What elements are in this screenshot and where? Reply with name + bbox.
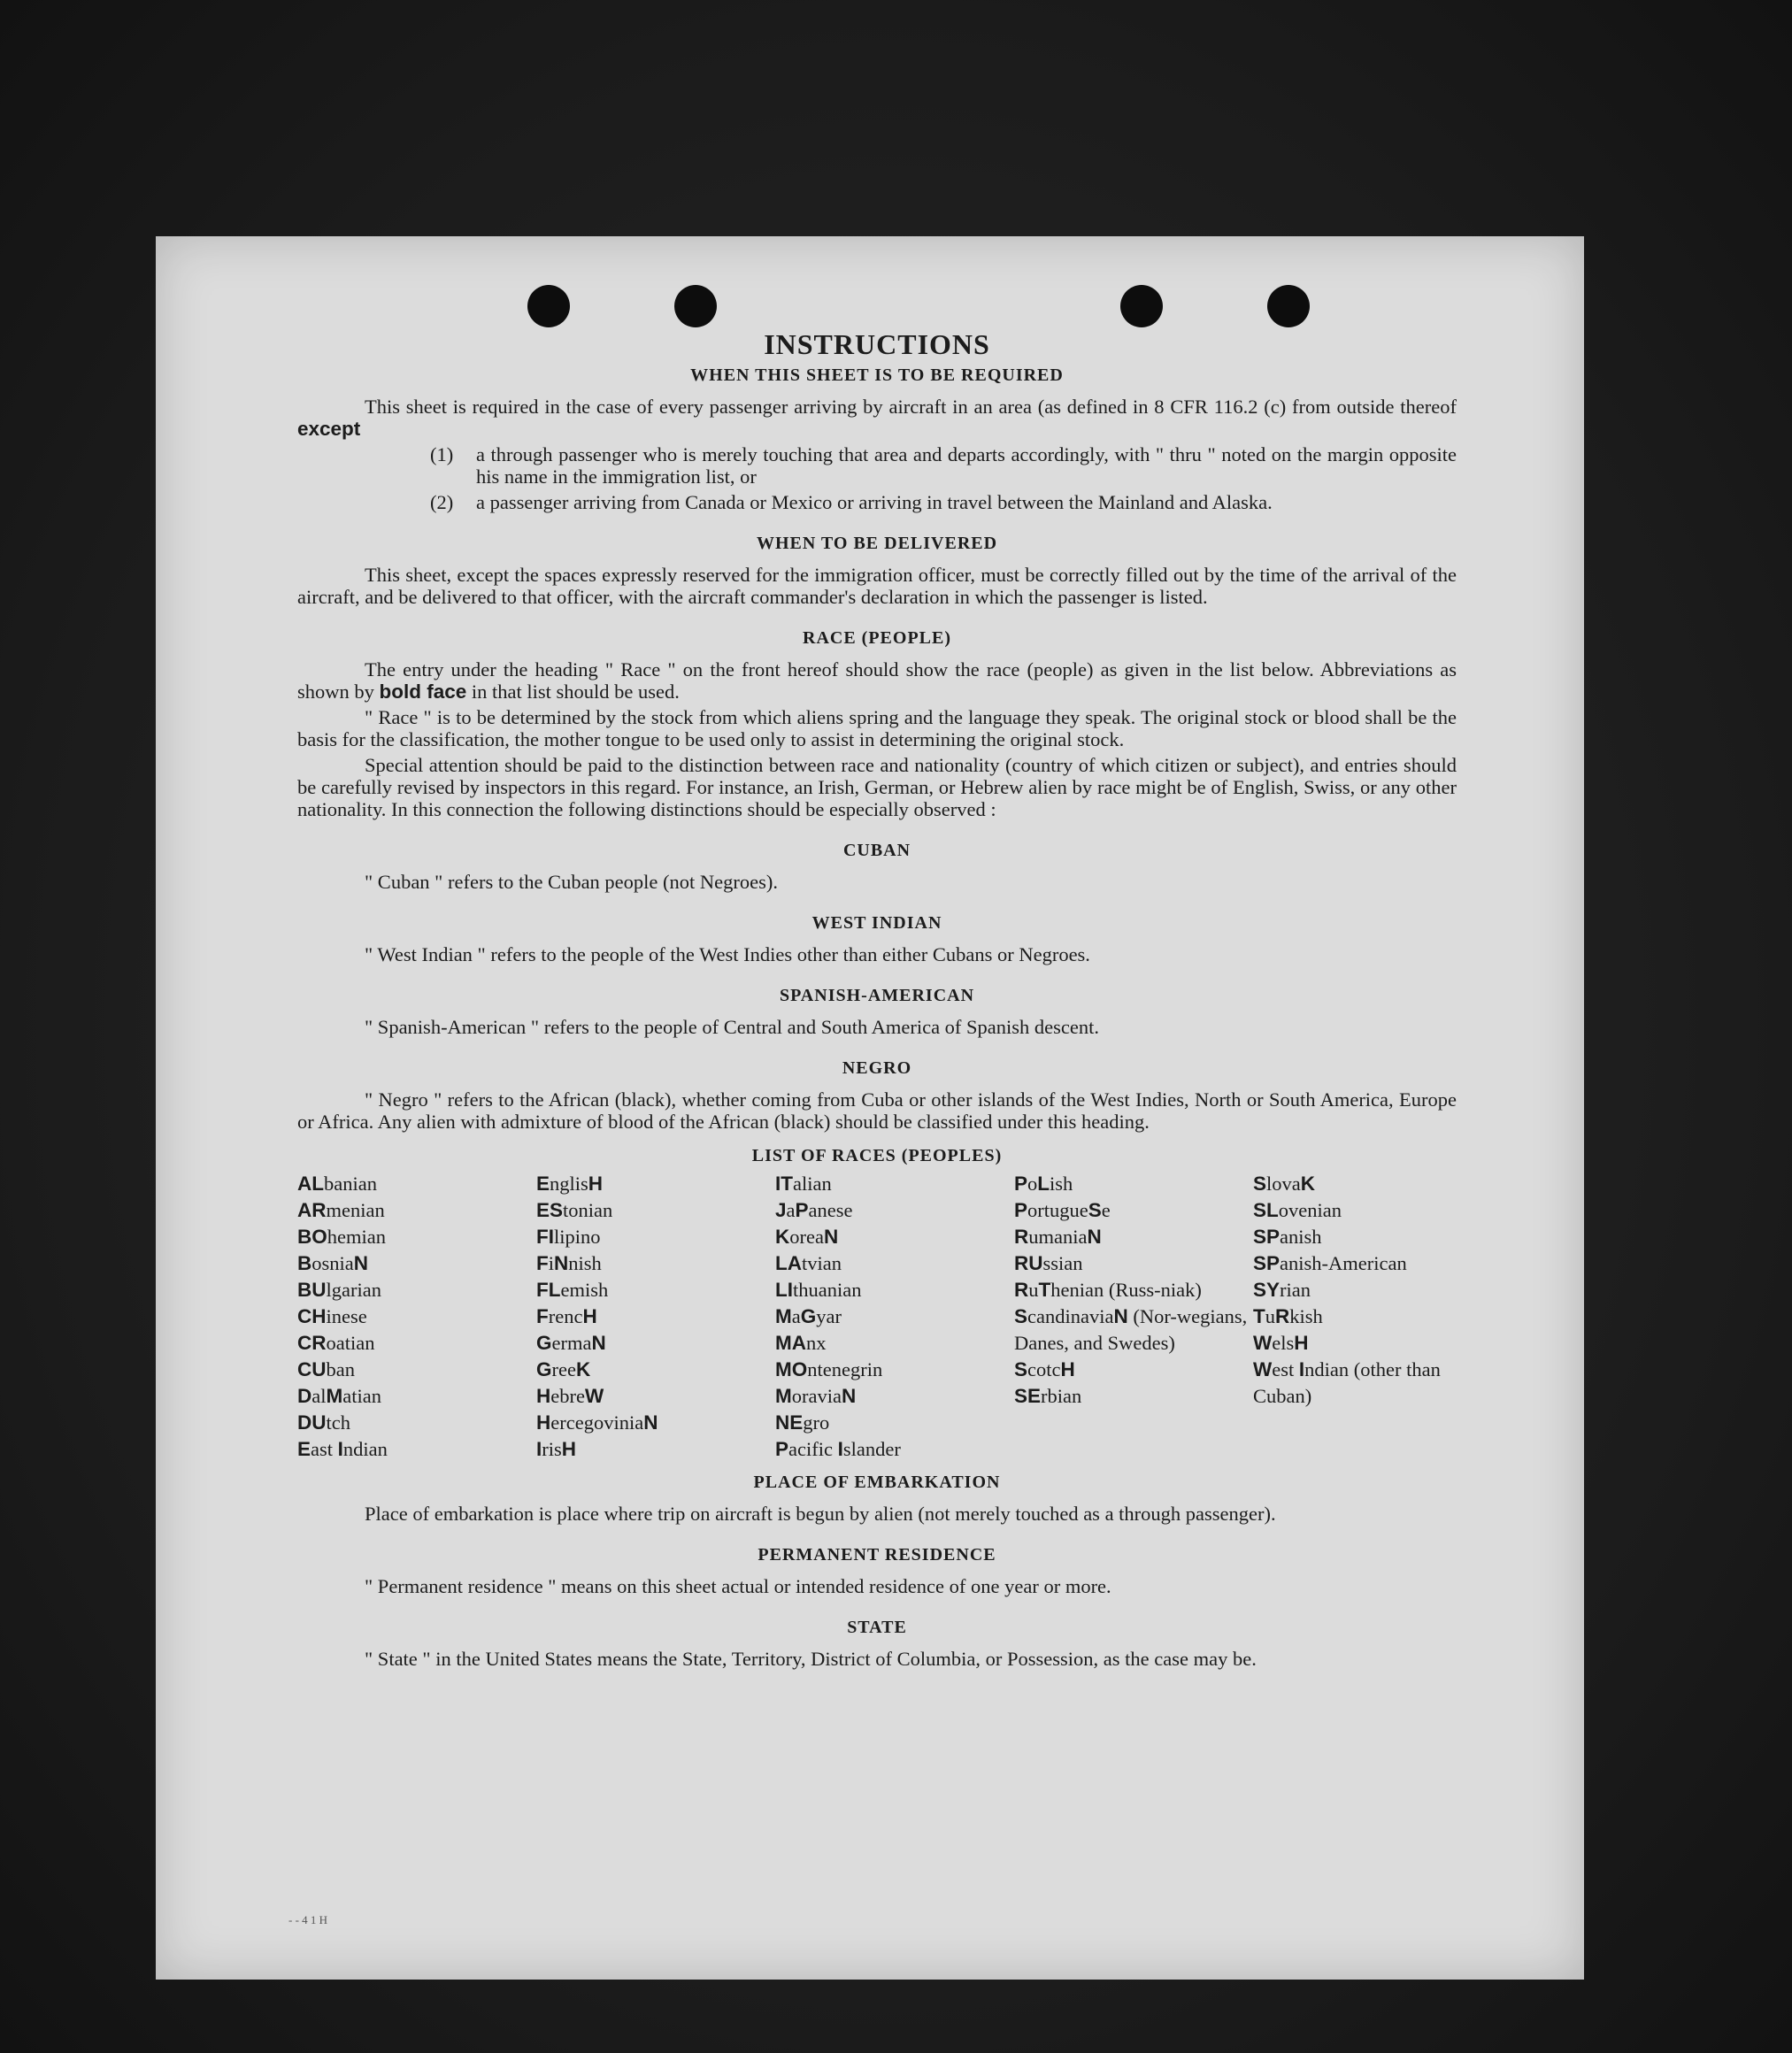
races-list <box>297 1171 1457 1463</box>
race-item: FIlipino <box>536 1226 601 1248</box>
punch-hole <box>1120 285 1163 327</box>
race-item: BOhemian <box>297 1226 386 1248</box>
section-heading-negro: NEGRO <box>842 1058 912 1078</box>
race-item: FLemish <box>536 1279 609 1301</box>
section-heading-state: STATE <box>847 1618 907 1637</box>
race-item: East Indian <box>297 1438 388 1460</box>
instructions-body <box>297 328 1457 1670</box>
race-item: SlovaK <box>1253 1173 1316 1195</box>
cuban-text: " Cuban " refers to the Cuban people (not Negroes). <box>365 871 778 893</box>
section-heading-race: RACE (PEOPLE) <box>803 628 951 648</box>
races-column <box>775 1171 1014 1463</box>
section-heading-list-of-races: LIST OF RACES (PEOPLES) <box>751 1146 1003 1165</box>
delivered-text: This sheet, except the spaces expressly reserved for the immigration officer, must be correctly filled out by the time of the arrival of the aircraft, and be delivered to that officer, with the aircraft commander's declaration in which the passenger is listed. <box>297 564 1457 608</box>
race-item: KoreaN <box>775 1226 839 1248</box>
section-heading-required: WHEN THIS SHEET IS TO BE REQUIRED <box>690 365 1064 385</box>
race-item: FrencH <box>536 1305 597 1327</box>
race-item: ScandinaviaN (Nor-wegians, Danes, and Swedes) <box>1014 1305 1248 1354</box>
state-text: " State " in the United States means the State, Territory, District of Columbia, or Possession, as the case may be. <box>365 1648 1257 1670</box>
race-item: ScotcH <box>1014 1358 1075 1380</box>
race-item: MoraviaN <box>775 1385 857 1407</box>
residence-text: " Permanent residence " means on this sheet actual or intended residence of one year or more. <box>365 1575 1111 1597</box>
film-stamp: - - 4 1 H <box>288 1913 328 1926</box>
race-item: EnglisH <box>536 1173 604 1195</box>
race-item: PortugueSe <box>1014 1199 1111 1221</box>
race-item: WelsH <box>1253 1332 1309 1354</box>
race-item: EStonian <box>536 1199 613 1221</box>
race-item: DalMatian <box>297 1385 381 1407</box>
section-heading-west-indian: WEST INDIAN <box>811 913 942 933</box>
race-item: CHinese <box>297 1305 367 1327</box>
race-item: HebreW <box>536 1385 604 1407</box>
race-item: SPanish <box>1253 1226 1322 1248</box>
race-paragraph-2: " Race " is to be determined by the stock from which aliens spring and the language they speak. The original stock or blood shall be the basis for the classification, the mother tongue to be used only to assist in determining the original stock. <box>297 706 1457 750</box>
race-item: LIthuanian <box>775 1279 862 1301</box>
required-intro-bold: except <box>297 418 361 440</box>
race-item: JaPanese <box>775 1199 853 1221</box>
punch-hole <box>674 285 717 327</box>
race-item: MaGyar <box>775 1305 842 1327</box>
exception-item: (1) a through passenger who is merely touching that area and departs accordingly, with " thru " noted on the margin opposite his name in the immigration list, or <box>430 443 1457 488</box>
section-heading-delivered: WHEN TO BE DELIVERED <box>756 534 998 553</box>
race-item: SPanish-American <box>1253 1252 1407 1274</box>
section-heading-embarkation: PLACE OF EMBARKATION <box>753 1472 1001 1492</box>
race-item: HercegoviniaN <box>536 1411 658 1434</box>
exception-item: (2) a passenger arriving from Canada or Mexico or arriving in travel between the Mainland and Alaska. <box>430 491 1273 513</box>
required-intro: This sheet is required in the case of every passenger arriving by aircraft in an area (as defined in 8 CFR 116.2 (c) from outside thereof except <box>297 396 1457 440</box>
race-item: LAtvian <box>775 1252 842 1274</box>
race-item: GreeK <box>536 1358 591 1380</box>
race-item: Pacific Islander <box>775 1438 901 1460</box>
negro-text: " Negro " refers to the African (black), whether coming from Cuba or other islands of the West Indies, North or South America, Europe or Africa. Any alien with admixture of blood of the African (black) should be classified under this heading. <box>297 1088 1457 1133</box>
race-item: SYrian <box>1253 1279 1311 1301</box>
race-item: MAnx <box>775 1332 827 1354</box>
race-item: PoLish <box>1014 1173 1073 1195</box>
section-heading-spanish-american: SPANISH-AMERICAN <box>779 986 975 1005</box>
race-item: NEgro <box>775 1411 830 1434</box>
embarkation-text: Place of embarkation is place where trip on aircraft is begun by alien (not merely touched as a through passenger). <box>365 1503 1276 1525</box>
race-item: DUtch <box>297 1411 350 1434</box>
race-item: RUssian <box>1014 1252 1083 1274</box>
section-heading-residence: PERMANENT RESIDENCE <box>758 1545 996 1565</box>
punch-hole <box>1267 285 1310 327</box>
race-item: BosniaN <box>297 1252 368 1274</box>
races-column <box>536 1171 775 1463</box>
race-item: SLovenian <box>1253 1199 1342 1221</box>
races-column <box>1014 1171 1253 1463</box>
race-item: IrisH <box>536 1438 577 1460</box>
race-item: SErbian <box>1014 1385 1082 1407</box>
race-item: TuRkish <box>1253 1305 1323 1327</box>
race-item: MOntenegrin <box>775 1358 883 1380</box>
punch-hole <box>527 285 570 327</box>
race-item: ITalian <box>775 1173 832 1195</box>
races-column <box>1253 1171 1457 1463</box>
race-item: RumaniaN <box>1014 1226 1102 1248</box>
race-item: CUban <box>297 1358 355 1380</box>
spanish-american-text: " Spanish-American " refers to the people of Central and South America of Spanish descent. <box>365 1016 1100 1038</box>
race-item: FiNnish <box>536 1252 602 1274</box>
race-item: CRoatian <box>297 1332 375 1354</box>
page-title: INSTRUCTIONS <box>764 328 990 360</box>
race-paragraph-1: The entry under the heading " Race " on the front hereof should show the race (people) as given in the list below. Abbreviations as shown by bold face in that list should be used. <box>297 658 1457 703</box>
race-paragraph-3: Special attention should be paid to the distinction between race and nationality (country of which citizen or subject), and entries should be carefully revised by inspectors in this regard. For instance, an Irish, German, or Hebrew alien by race might be of English, Swiss, or any other nationality. In this connection the following distinctions should be especially observed : <box>297 754 1457 820</box>
section-heading-cuban: CUBAN <box>842 841 911 860</box>
race-item: BUlgarian <box>297 1279 381 1301</box>
races-column <box>297 1171 536 1463</box>
west-indian-text: " West Indian " refers to the people of the West Indies other than either Cubans or Negroes. <box>365 943 1090 965</box>
race-item: West Indian (other than Cuban) <box>1253 1358 1441 1407</box>
race-item: ALbanian <box>297 1173 377 1195</box>
race-item: ARmenian <box>297 1199 385 1221</box>
race-item: GermaN <box>536 1332 606 1354</box>
race-item: RuThenian (Russ-niak) <box>1014 1279 1202 1301</box>
document-page <box>156 236 1584 1980</box>
